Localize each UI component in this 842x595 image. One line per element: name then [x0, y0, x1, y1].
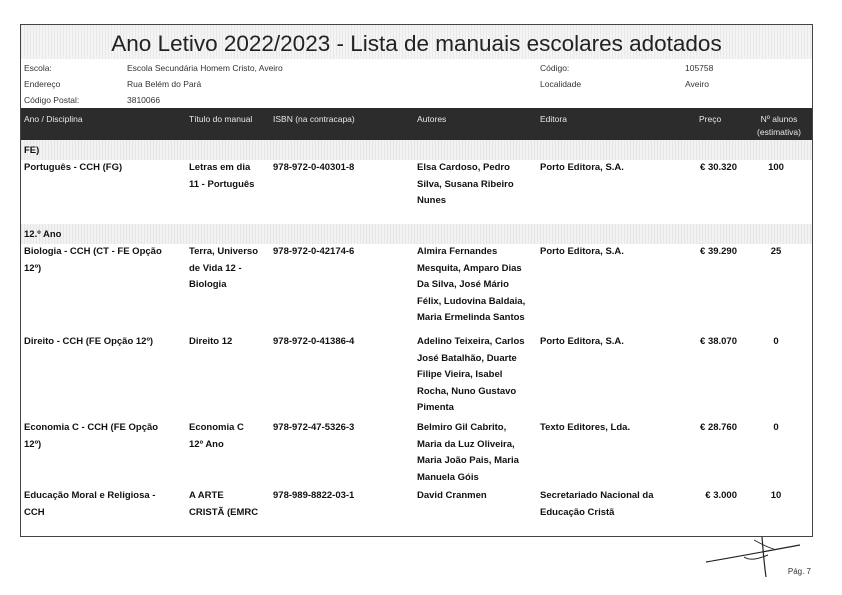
cell-line: Biologia	[189, 279, 227, 290]
cell-title	[189, 244, 269, 294]
cell-line: Manuela Góis	[417, 471, 479, 483]
cell-line: Filipe Vieira, Isabel	[417, 369, 503, 380]
cell-authors	[417, 160, 541, 210]
school-label: Escola:	[24, 63, 52, 73]
cell-authors	[417, 420, 541, 486]
cell-line: Economia C	[189, 422, 244, 433]
cell-line: Da Silva, José Mário	[417, 279, 509, 290]
cell-price: € 39.290	[700, 246, 737, 257]
cell-line: Porto Editora, S.A.	[540, 246, 624, 257]
table-body	[21, 140, 812, 528]
header-students-line2: (estimativa)	[757, 127, 801, 137]
cell-line: Educação Cristã	[540, 506, 615, 518]
cell-line: 12º Ano	[189, 438, 224, 450]
cell-students: 10	[770, 490, 782, 501]
cell-line: Maria João Pais, Maria	[417, 455, 519, 466]
table-row	[21, 488, 812, 528]
info-row-postal	[21, 91, 812, 107]
cell-authors	[417, 244, 541, 327]
cell-students: 25	[770, 246, 782, 257]
cell-line: Português - CCH (FG)	[24, 162, 123, 173]
cell-discipline	[24, 488, 184, 521]
info-row-school	[21, 59, 812, 75]
cell-line: Pimenta	[417, 402, 454, 413]
cell-title	[189, 160, 269, 193]
cell-isbn: 978-972-0-42174-6	[273, 246, 355, 257]
cell-line: Adelino Teixeira, Carlos	[417, 336, 525, 347]
cell-authors	[417, 488, 541, 505]
cell-line: A ARTE	[189, 490, 224, 501]
page-number: Pág. 7	[787, 567, 811, 576]
table-row	[21, 244, 812, 334]
cell-line: CRISTÃ (EMRC	[189, 506, 259, 518]
header-authors: Autores	[417, 114, 447, 124]
header-isbn: ISBN (na contracapa)	[273, 114, 355, 124]
table-row	[21, 160, 812, 224]
cell-line: Economia C - CCH (FE Opção	[24, 422, 159, 433]
header-publisher: Editora	[540, 114, 567, 124]
section-header: 12.º Ano	[21, 224, 812, 244]
locality-label: Localidade	[540, 79, 582, 89]
address-value: Rua Belém do Pará	[127, 79, 202, 89]
cell-line: CCH	[24, 506, 45, 518]
cell-line: Almira Fernandes	[417, 246, 498, 257]
page-title: Ano Letivo 2022/2023 - Lista de manuais escolares adotados	[21, 25, 812, 59]
cell-line: Silva, Susana Ribeiro	[417, 178, 514, 190]
cell-price: € 38.070	[700, 336, 737, 347]
cell-line: Rocha, Nuno Gustavo	[417, 385, 517, 397]
school-value: Escola Secundária Homem Cristo, Aveiro	[127, 63, 283, 73]
cell-discipline	[24, 244, 184, 277]
cell-publisher	[540, 334, 676, 351]
cell-line: Letras em dia	[189, 162, 251, 173]
cell-line: de Vida 12 -	[189, 262, 242, 274]
cell-line: Félix, Ludovina Baldaia,	[417, 295, 526, 307]
cell-line: Biologia - CCH (CT - FE Opção	[24, 246, 162, 257]
cell-line: 12º)	[24, 262, 42, 274]
cell-title	[189, 334, 269, 351]
table-row	[21, 334, 812, 420]
cell-line: Porto Editora, S.A.	[540, 336, 624, 347]
cell-publisher	[540, 420, 676, 437]
cell-line: Porto Editora, S.A.	[540, 162, 624, 173]
cell-line: 12º)	[24, 438, 42, 450]
cell-isbn: 978-972-47-5326-3	[273, 422, 355, 433]
cell-line: Secretariado Nacional da	[540, 490, 654, 501]
cell-title	[189, 420, 269, 453]
cell-title	[189, 488, 269, 521]
code-label: Código:	[540, 63, 570, 73]
manuals-list-document	[20, 24, 813, 537]
cell-line: Terra, Universo	[189, 246, 258, 257]
cell-price: € 3.000	[705, 490, 737, 501]
table-row	[21, 420, 812, 488]
cell-discipline	[24, 334, 184, 351]
section-header: FE)	[21, 140, 812, 160]
cell-line: Maria Ermelinda Santos	[417, 312, 525, 323]
header-discipline: Ano / Disciplina	[24, 114, 83, 124]
cell-line: David Cranmen	[417, 490, 487, 501]
cell-line: Direito - CCH (FE Opção 12º)	[24, 336, 154, 347]
cell-publisher	[540, 244, 676, 261]
header-students	[749, 114, 809, 137]
cell-isbn: 978-972-0-40301-8	[273, 162, 355, 173]
cell-students: 0	[773, 336, 779, 347]
cell-line: Educação Moral e Religiosa -	[24, 490, 156, 501]
header-students-line1: Nº alunos	[760, 114, 798, 124]
header-price: Preço	[699, 114, 722, 124]
cell-line: Maria da Luz Oliveira,	[417, 438, 515, 450]
cell-line: José Batalhão, Duarte	[417, 352, 517, 364]
cell-line: Elsa Cardoso, Pedro	[417, 162, 510, 173]
cell-publisher	[540, 488, 676, 521]
cell-line: Belmiro Gil Cabrito,	[417, 422, 507, 433]
header-title: Título do manual	[189, 114, 253, 124]
cell-discipline	[24, 160, 184, 177]
cell-isbn: 978-972-0-41386-4	[273, 336, 355, 347]
info-row-address	[21, 75, 812, 91]
cell-students: 100	[768, 162, 784, 173]
cell-students: 0	[773, 422, 779, 433]
code-value: 105758	[685, 63, 714, 73]
cell-discipline	[24, 420, 184, 453]
cell-price: € 28.760	[700, 422, 737, 433]
postal-code-label: Código Postal:	[24, 95, 80, 105]
cell-line: Texto Editores, Lda.	[540, 422, 631, 433]
cell-publisher	[540, 160, 676, 177]
cell-isbn: 978-989-8822-03-1	[273, 490, 355, 501]
cell-price: € 30.320	[700, 162, 737, 173]
locality-value: Aveiro	[685, 79, 709, 89]
cell-line: 11 - Português	[189, 178, 255, 190]
cell-line: Direito 12	[189, 336, 233, 347]
table-header	[21, 108, 812, 140]
cell-line: Nunes	[417, 195, 447, 206]
cell-line: Mesquita, Amparo Dias	[417, 262, 522, 274]
address-label: Endereço	[24, 79, 61, 89]
cell-authors	[417, 334, 541, 417]
postal-code-value: 3810066	[127, 95, 161, 105]
